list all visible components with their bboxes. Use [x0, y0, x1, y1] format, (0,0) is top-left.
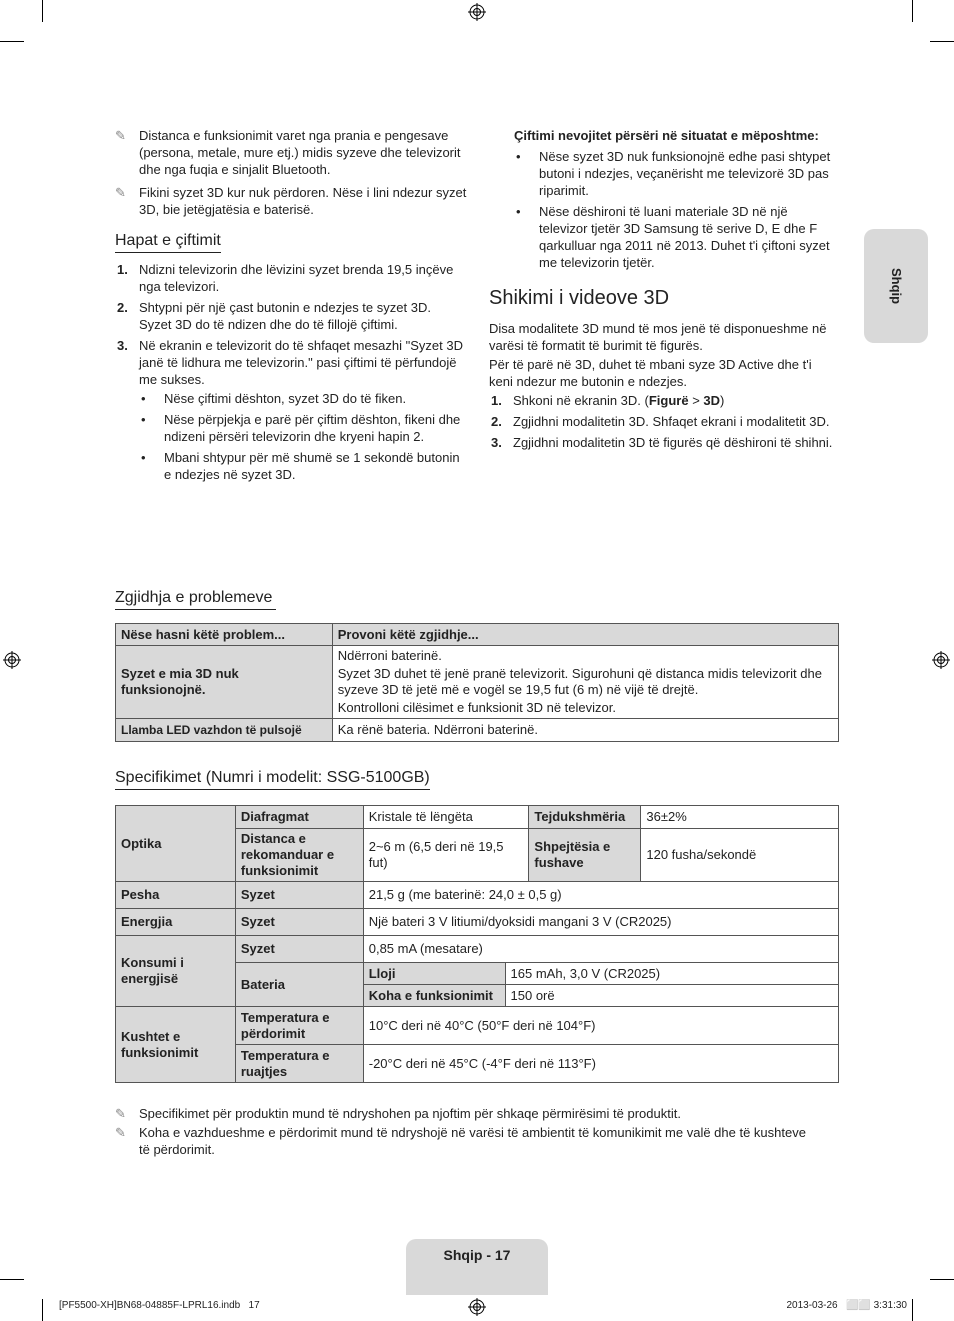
table-header-cell: Provoni këtë zgjidhje...	[332, 624, 838, 646]
registration-mark-icon	[932, 651, 950, 669]
table-cell: 21,5 g (me baterinë: 24,0 ± 0,5 g)	[363, 882, 838, 909]
table-cell: Distanca e rekomanduar e funksionimit	[235, 829, 363, 882]
list-item: 2. Zgjidhni modalitetin 3D. Shfaqet ekrani i modalitetit 3D.	[491, 414, 830, 429]
troubleshoot-heading: Zgjidhja e problemeve	[115, 589, 276, 610]
list-item: • Nëse dëshironi të luani materiale 3D në një televizor tjetër 3D Samsung të serive D, E dhe F qarkulluar nga 2011 në 2013. Duhet t'i çiftoni syzet me televizorin tjetër.	[516, 204, 830, 270]
list-item: • Nëse përpjekja e parë për çiftim dështon, fikeni dhe ndizeni përsëri televizorin dhe kryeni hapin 2.	[141, 412, 461, 444]
menu-3d: 3D	[703, 393, 721, 408]
view3d-para2: Për të parë në 3D, duhet të mbani syze 3D Active dhe t'i keni ndezur me butonin e ndezjes.	[489, 357, 812, 389]
pairing-bullets	[115, 390, 467, 483]
table-cell: 36±2%	[641, 806, 839, 829]
table-cell: Ka rënë bateria. Ndërroni baterinë.	[332, 719, 838, 742]
page-number: Shqip - 17	[443, 1247, 511, 1263]
table-row	[116, 936, 839, 963]
table-cell: 165 mAh, 3,0 V (CR2025)	[505, 963, 838, 985]
table-cell: Tejdukshmëria	[529, 806, 641, 829]
table-cell: 10°C deri në 40°C (50°F deri në 104°F)	[363, 1007, 838, 1045]
note-specs-change: ✎ Specifikimet për produktin mund të ndryshohen pa njoftim për shkaqe përmirësimi të produktit.	[115, 1106, 681, 1121]
table-cell: -20°C deri në 45°C (-4°F deri në 113°F)	[363, 1045, 838, 1083]
table-row	[116, 806, 839, 829]
list-item: • Nëse çiftimi dështon, syzet 3D do të fiken.	[141, 391, 407, 406]
table-cell: Bateria	[235, 963, 363, 1007]
table-row	[116, 646, 839, 719]
note-pencil-icon: ✎	[115, 1125, 126, 1140]
note-usage-time: ✎ Koha e vazhdueshme e përdorimit mund të ndryshojë në varësi të ambientit të komunikimit me valë dhe të kushteve të përdorimit.	[115, 1125, 806, 1157]
note-distance: ✎ Distanca e funksionimit varet nga prania e pengesave (persona, metale, mure etj.) midis syzeve dhe televizorit dhe nga fuqia e sinjalit Bluetooth.	[115, 128, 461, 177]
table-cell: 120 fusha/sekondë	[641, 829, 839, 882]
list-item: 2. Shtypni për një çast butonin e ndezjes te syzet 3D. Syzet 3D do të ndizen dhe do të fillojë çiftimi.	[117, 300, 431, 332]
troubleshoot-table	[115, 623, 839, 742]
table-cell: Temperatura e përdorimit	[235, 1007, 363, 1045]
table-cell: Koha e funksionimit	[363, 985, 505, 1007]
list-item: 1. Ndizni televizorin dhe lëvizini syzet brenda 19,5 inçëve nga televizori.	[117, 262, 454, 294]
table-row	[116, 624, 839, 646]
table-cell: Pesha	[116, 882, 236, 909]
note-turn-off: ✎ Fikini syzet 3D kur nuk përdoren. Nëse i lini ndezur syzet 3D, bie jetëgjatësia e baterisë.	[115, 185, 467, 217]
view3d-title: Shikimi i videove 3D	[489, 287, 670, 309]
print-datetime: 2013-03-26 ⬜⬜ 3:31:30	[786, 1300, 907, 1311]
table-cell: Kristale të lëngëta	[363, 806, 529, 829]
table-cell: Syzet	[235, 909, 363, 936]
registration-mark-icon	[3, 651, 21, 669]
table-cell: Llamba LED vazhdon të pulsojë	[116, 719, 333, 742]
table-header-cell: Nëse hasni këtë problem...	[116, 624, 333, 646]
table-cell: Energjia	[116, 909, 236, 936]
table-cell: 2~6 m (6,5 deri në 19,5 fut)	[363, 829, 529, 882]
table-row	[116, 1007, 839, 1045]
registration-mark-icon	[468, 1298, 486, 1316]
table-cell: 0,85 mA (mesatare)	[363, 936, 838, 963]
table-cell: Temperatura e ruajtjes	[235, 1045, 363, 1083]
pairing-steps	[115, 261, 467, 487]
table-row	[116, 719, 839, 742]
view3d-steps	[489, 392, 834, 455]
table-cell: Syzet e mia 3D nuk funksionojnë.	[116, 646, 333, 719]
table-cell: Optika	[116, 806, 236, 882]
repairing-heading: Çiftimi nevojitet përsëri në situatat e mëposhtme:	[514, 128, 819, 143]
side-tab-label: Shqip	[889, 267, 904, 305]
file-info: [PF5500-XH]BN68-04885F-LPRL16.indb 17	[59, 1300, 260, 1311]
table-cell: Konsumi i energjisë	[116, 936, 236, 1007]
note-pencil-icon: ✎	[115, 185, 126, 200]
table-row	[116, 882, 839, 909]
list-item: 3. Zgjidhni modalitetin 3D të figurës që dëshironi të shihni.	[491, 435, 833, 450]
registration-mark-icon	[468, 3, 486, 21]
table-cell: 150 orë	[505, 985, 838, 1007]
pairing-heading: Hapat e çiftimit	[115, 232, 221, 253]
note-pencil-icon: ✎	[115, 1106, 126, 1121]
specs-table	[115, 805, 839, 1083]
menu-picture: Figurë	[648, 393, 689, 408]
table-cell: Diafragmat	[235, 806, 363, 829]
table-cell: Syzet	[235, 936, 363, 963]
specs-heading: Specifikimet (Numri i modelit: SSG-5100GB)	[115, 769, 430, 790]
list-item: 1. Shkoni në ekranin 3D. (Figurë > 3D)	[491, 393, 725, 408]
table-cell: Lloji	[363, 963, 505, 985]
note-pencil-icon: ✎	[115, 128, 126, 143]
table-cell: Shpejtësia e fushave	[529, 829, 641, 882]
table-cell: Kushtet e funksionimit	[116, 1007, 236, 1083]
list-item: • Nëse syzet 3D nuk funksionojnë edhe pasi shtypet butoni i ndezjes, veçanërisht me televizorë 3D pas riparimit.	[516, 149, 831, 198]
table-cell: Një bateri 3 V litiumi/dyoksidi mangani 3 V (CR2025)	[363, 909, 838, 936]
table-row	[116, 909, 839, 936]
view3d-para1: Disa modalitete 3D mund të mos jenë të disponueshme në varësi të formatit të burimit të figurës.	[489, 321, 827, 353]
table-cell: Syzet	[235, 882, 363, 909]
table-cell: Ndërroni baterinë. Syzet 3D duhet të jenë pranë televizorit. Sigurohuni që distanca midis televizorit dhe syzeve 3D të jetë më e vogël se 19,5 fut (6 m) në vijë të drejtë. Kontrolloni cilësimet e funksionit 3D në televizor.	[332, 646, 838, 719]
list-item: • Mbani shtypur për më shumë se 1 sekondë butonin e ndezjes në syzet 3D.	[141, 450, 460, 482]
list-item: 3. Në ekranin e televizorit do të shfaqet mesazhi "Syzet 3D janë të lidhura me televizorin." pasi çiftimi të përfundojë me sukses.	[117, 338, 463, 387]
repairing-bullets	[514, 148, 834, 275]
